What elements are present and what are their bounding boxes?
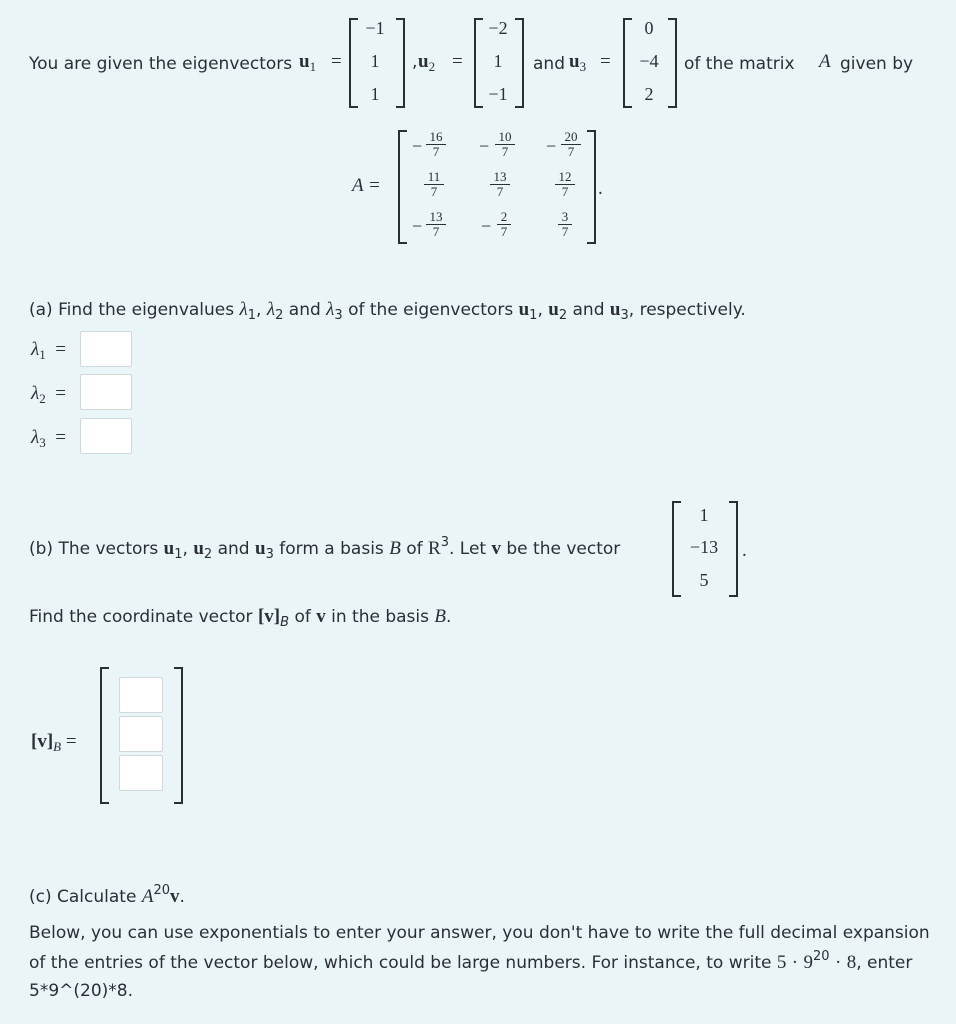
vB-input-3[interactable]	[119, 755, 163, 791]
u2-equals: =	[452, 51, 463, 72]
lambda2-input[interactable]	[80, 374, 132, 410]
matrix-A-entry: $\frac{16}{7}$	[426, 130, 446, 159]
vB-right-bracket	[174, 667, 183, 804]
matrix-A-entry: $\frac{10}{7}$	[495, 130, 515, 159]
matrix-A-sign: −	[412, 136, 423, 156]
u3-label: $u_3$	[569, 51, 587, 74]
intro-text-3: given by	[840, 54, 914, 74]
vB-left-bracket	[100, 667, 109, 804]
lambda3-input[interactable]	[80, 418, 132, 454]
vB-answer-label: $[v]_B$ =	[31, 731, 77, 754]
v-right-bracket	[729, 501, 738, 597]
vB-input-1[interactable]	[119, 677, 163, 713]
matrix-A-entry: $\frac{20}{7}$	[561, 130, 581, 159]
v-entry: 1	[699, 505, 709, 525]
part-c-instruction-line2: of the entries of the vector below, which could be large numbers. For instance, to write $5 \cdot 9^{20} \cdot 8$, enter	[29, 949, 913, 973]
matrix-A-entry: $\frac{12}{7}$	[555, 170, 575, 199]
u1-entry: −1	[365, 18, 385, 38]
matrix-A-sign: −	[546, 136, 557, 156]
and-text: and	[533, 54, 565, 74]
lambda2-label: $\lambda_2$ =	[31, 383, 66, 406]
u3-entry: 2	[644, 84, 654, 104]
matrix-A-symbol: A	[819, 51, 831, 72]
part-c-question: (c) Calculate $A^{20}v$.	[29, 883, 185, 907]
part-b-find: Find the coordinate vector $[v]_B$ of v in the basis B.	[29, 606, 452, 630]
u2-label: $u_2$	[418, 51, 436, 74]
v-entry: −13	[689, 537, 719, 557]
u1-entry: 1	[370, 51, 380, 71]
lambda3-label: $\lambda_3$ =	[31, 427, 66, 450]
v-period: .	[742, 540, 747, 561]
matrix-A-sign: −	[412, 216, 423, 236]
part-c-instruction-line3: 5*9^(20)*8.	[29, 981, 133, 1001]
u3-entry: −4	[639, 51, 659, 71]
u3-equals: =	[600, 51, 611, 72]
u3-right-bracket	[668, 18, 677, 108]
v-entry: 5	[699, 570, 709, 590]
u2-entry: 1	[493, 51, 503, 71]
matrix-A-sign: −	[479, 136, 490, 156]
u1-right-bracket	[396, 18, 405, 108]
u3-entry: 0	[644, 18, 654, 38]
matrix-A-entry: $\frac{13}{7}$	[426, 210, 446, 239]
part-c-instruction-line1: Below, you can use exponentials to enter your answer, you don't have to write the full decimal expansion	[29, 923, 930, 943]
vB-input-2[interactable]	[119, 716, 163, 752]
matrix-A-entry: $\frac{11}{7}$	[424, 170, 444, 199]
intro-text: You are given the eigenvectors	[29, 54, 293, 74]
matrix-A-left-bracket	[398, 130, 407, 244]
lambda1-label: $\lambda_1$ =	[31, 339, 66, 362]
matrix-A-sign: −	[481, 216, 492, 236]
u2-entry: −2	[488, 18, 508, 38]
u1-label: $u_1$	[299, 51, 317, 74]
intro-text-2: of the matrix	[684, 54, 795, 74]
part-b-question: (b) The vectors $u_1$, $u_2$ and $u_3$ form a basis B of $R^3$. Let v be the vector	[29, 535, 621, 562]
matrix-A-entry: $\frac{2}{7}$	[497, 210, 511, 239]
u1-entry: 1	[370, 84, 380, 104]
matrix-A-label: A =	[352, 175, 381, 196]
lambda1-input[interactable]	[80, 331, 132, 367]
u2-entry: −1	[488, 84, 508, 104]
part-a-question: (a) Find the eigenvalues $\lambda_1$, $\lambda_2$ and $\lambda_3$ of the eigenvectors $u_1$, $u_2$ and $u_3$, respectively.	[29, 299, 746, 323]
u1-equals: =	[331, 51, 342, 72]
comma: ,	[412, 52, 418, 72]
matrix-A-period: .	[598, 178, 603, 199]
matrix-A-right-bracket	[587, 130, 596, 244]
matrix-A-entry: $\frac{3}{7}$	[558, 210, 572, 239]
matrix-A-entry: $\frac{13}{7}$	[490, 170, 510, 199]
